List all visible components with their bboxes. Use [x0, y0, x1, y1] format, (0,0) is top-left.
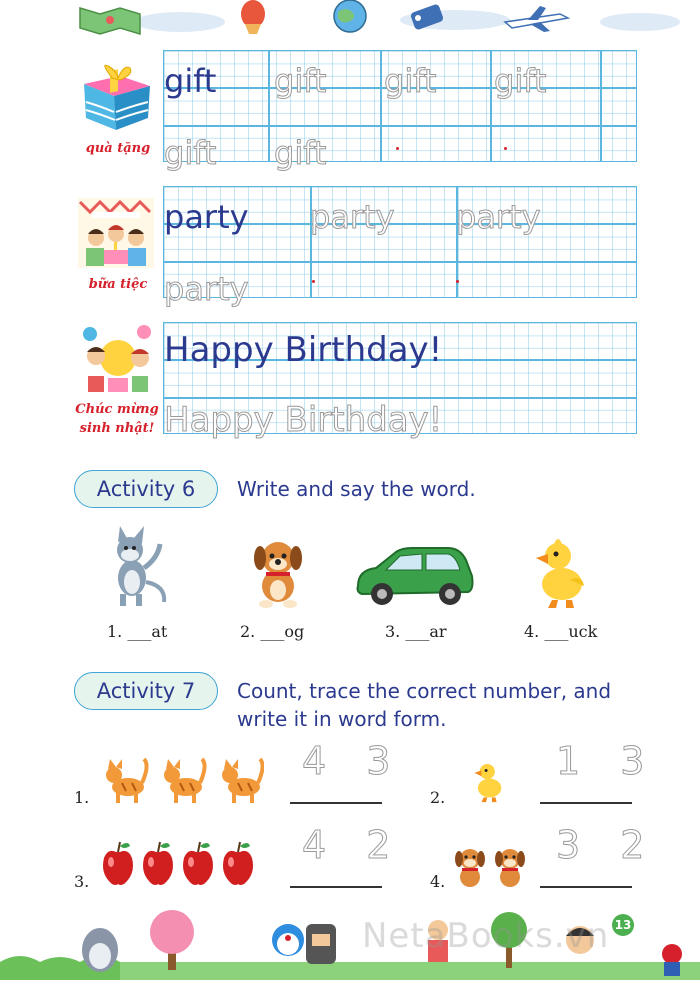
item-number: 3.: [74, 872, 90, 891]
activity-7-badge: Activity 7: [74, 672, 218, 710]
activity-6-caption-3: 3. ___ar: [385, 622, 447, 641]
item-number: 2.: [430, 788, 446, 807]
cat-group: [104, 755, 264, 805]
vn-label-gift: quà tặng: [85, 141, 151, 156]
trace-word-gift[interactable]: gift: [384, 62, 437, 100]
duck-icon: [532, 534, 590, 610]
watermark: NetaBooks.vn: [362, 916, 610, 956]
map-icon: [80, 8, 140, 34]
birthday-icon: [80, 322, 154, 394]
vn-label-birthday-line2: sinh nhật!: [79, 421, 155, 436]
vn-label-party: bữa tiệc: [88, 277, 148, 292]
trace-number-choices-2[interactable]: 1 3: [556, 739, 659, 783]
trace-word-party[interactable]: party: [456, 198, 541, 236]
activity-6-caption-1: 1. ___at: [107, 622, 168, 641]
character-icon: [306, 924, 336, 964]
character-icon: [272, 924, 304, 956]
answer-line-4[interactable]: [540, 886, 632, 888]
vn-label-birthday-line1: Chúc mừng: [75, 402, 159, 417]
activity-6-badge: Activity 6: [74, 470, 218, 508]
trace-word-party[interactable]: party: [310, 198, 395, 236]
gift-box-icon: [80, 62, 154, 132]
answer-line-2[interactable]: [540, 802, 632, 804]
writing-grid-birthday: [163, 322, 637, 440]
apple-group: [100, 840, 256, 888]
item-number: 4.: [430, 872, 446, 891]
trace-number-choices-4[interactable]: 3 2: [556, 823, 659, 867]
trace-word-party[interactable]: party: [164, 270, 249, 308]
top-decoration: [0, 0, 700, 40]
trace-number-choices-3[interactable]: 4 2: [302, 823, 405, 867]
start-dot: [396, 147, 399, 150]
airplane-icon: [505, 6, 568, 32]
trace-word-gift[interactable]: gift: [494, 62, 547, 100]
trace-word-birthday[interactable]: Happy Birthday!: [164, 400, 443, 440]
dog-icon: [250, 534, 306, 608]
model-word-birthday: Happy Birthday!: [164, 330, 443, 370]
activity-6-instruction: Write and say the word.: [237, 477, 476, 501]
writing-grid-gift: [163, 50, 637, 172]
globe-icon: [334, 0, 366, 32]
writing-grid-party: [163, 186, 637, 308]
item-number: 1.: [74, 788, 90, 807]
hot-air-balloon-icon: [241, 0, 265, 34]
trace-word-gift[interactable]: gift: [274, 134, 327, 172]
page-number: 13: [612, 914, 634, 936]
trace-word-gift[interactable]: gift: [164, 134, 217, 172]
answer-line-1[interactable]: [290, 802, 382, 804]
character-icon: [82, 928, 118, 972]
answer-line-3[interactable]: [290, 886, 382, 888]
trace-word-gift[interactable]: gift: [274, 62, 327, 100]
activity-6-caption-2: 2. ___og: [240, 622, 305, 641]
trace-number-choices-1[interactable]: 4 3: [302, 739, 405, 783]
model-word-party: party: [164, 198, 249, 236]
dog-group: [452, 844, 532, 890]
duck-icon: [472, 758, 506, 804]
character-icon: [662, 944, 682, 976]
tree-icon: [150, 910, 194, 970]
car-icon: [352, 546, 476, 608]
activity-6-caption-4: 4. ___uck: [524, 622, 598, 641]
start-dot: [312, 280, 315, 283]
model-word-gift: gift: [164, 62, 217, 100]
activity-7-instruction-line2: write it in word form.: [237, 707, 447, 731]
start-dot: [504, 147, 507, 150]
cat-icon: [100, 522, 170, 608]
activity-7-instruction-line1: Count, trace the correct number, and: [237, 679, 612, 703]
start-dot: [456, 280, 459, 283]
party-icon: [78, 198, 154, 268]
